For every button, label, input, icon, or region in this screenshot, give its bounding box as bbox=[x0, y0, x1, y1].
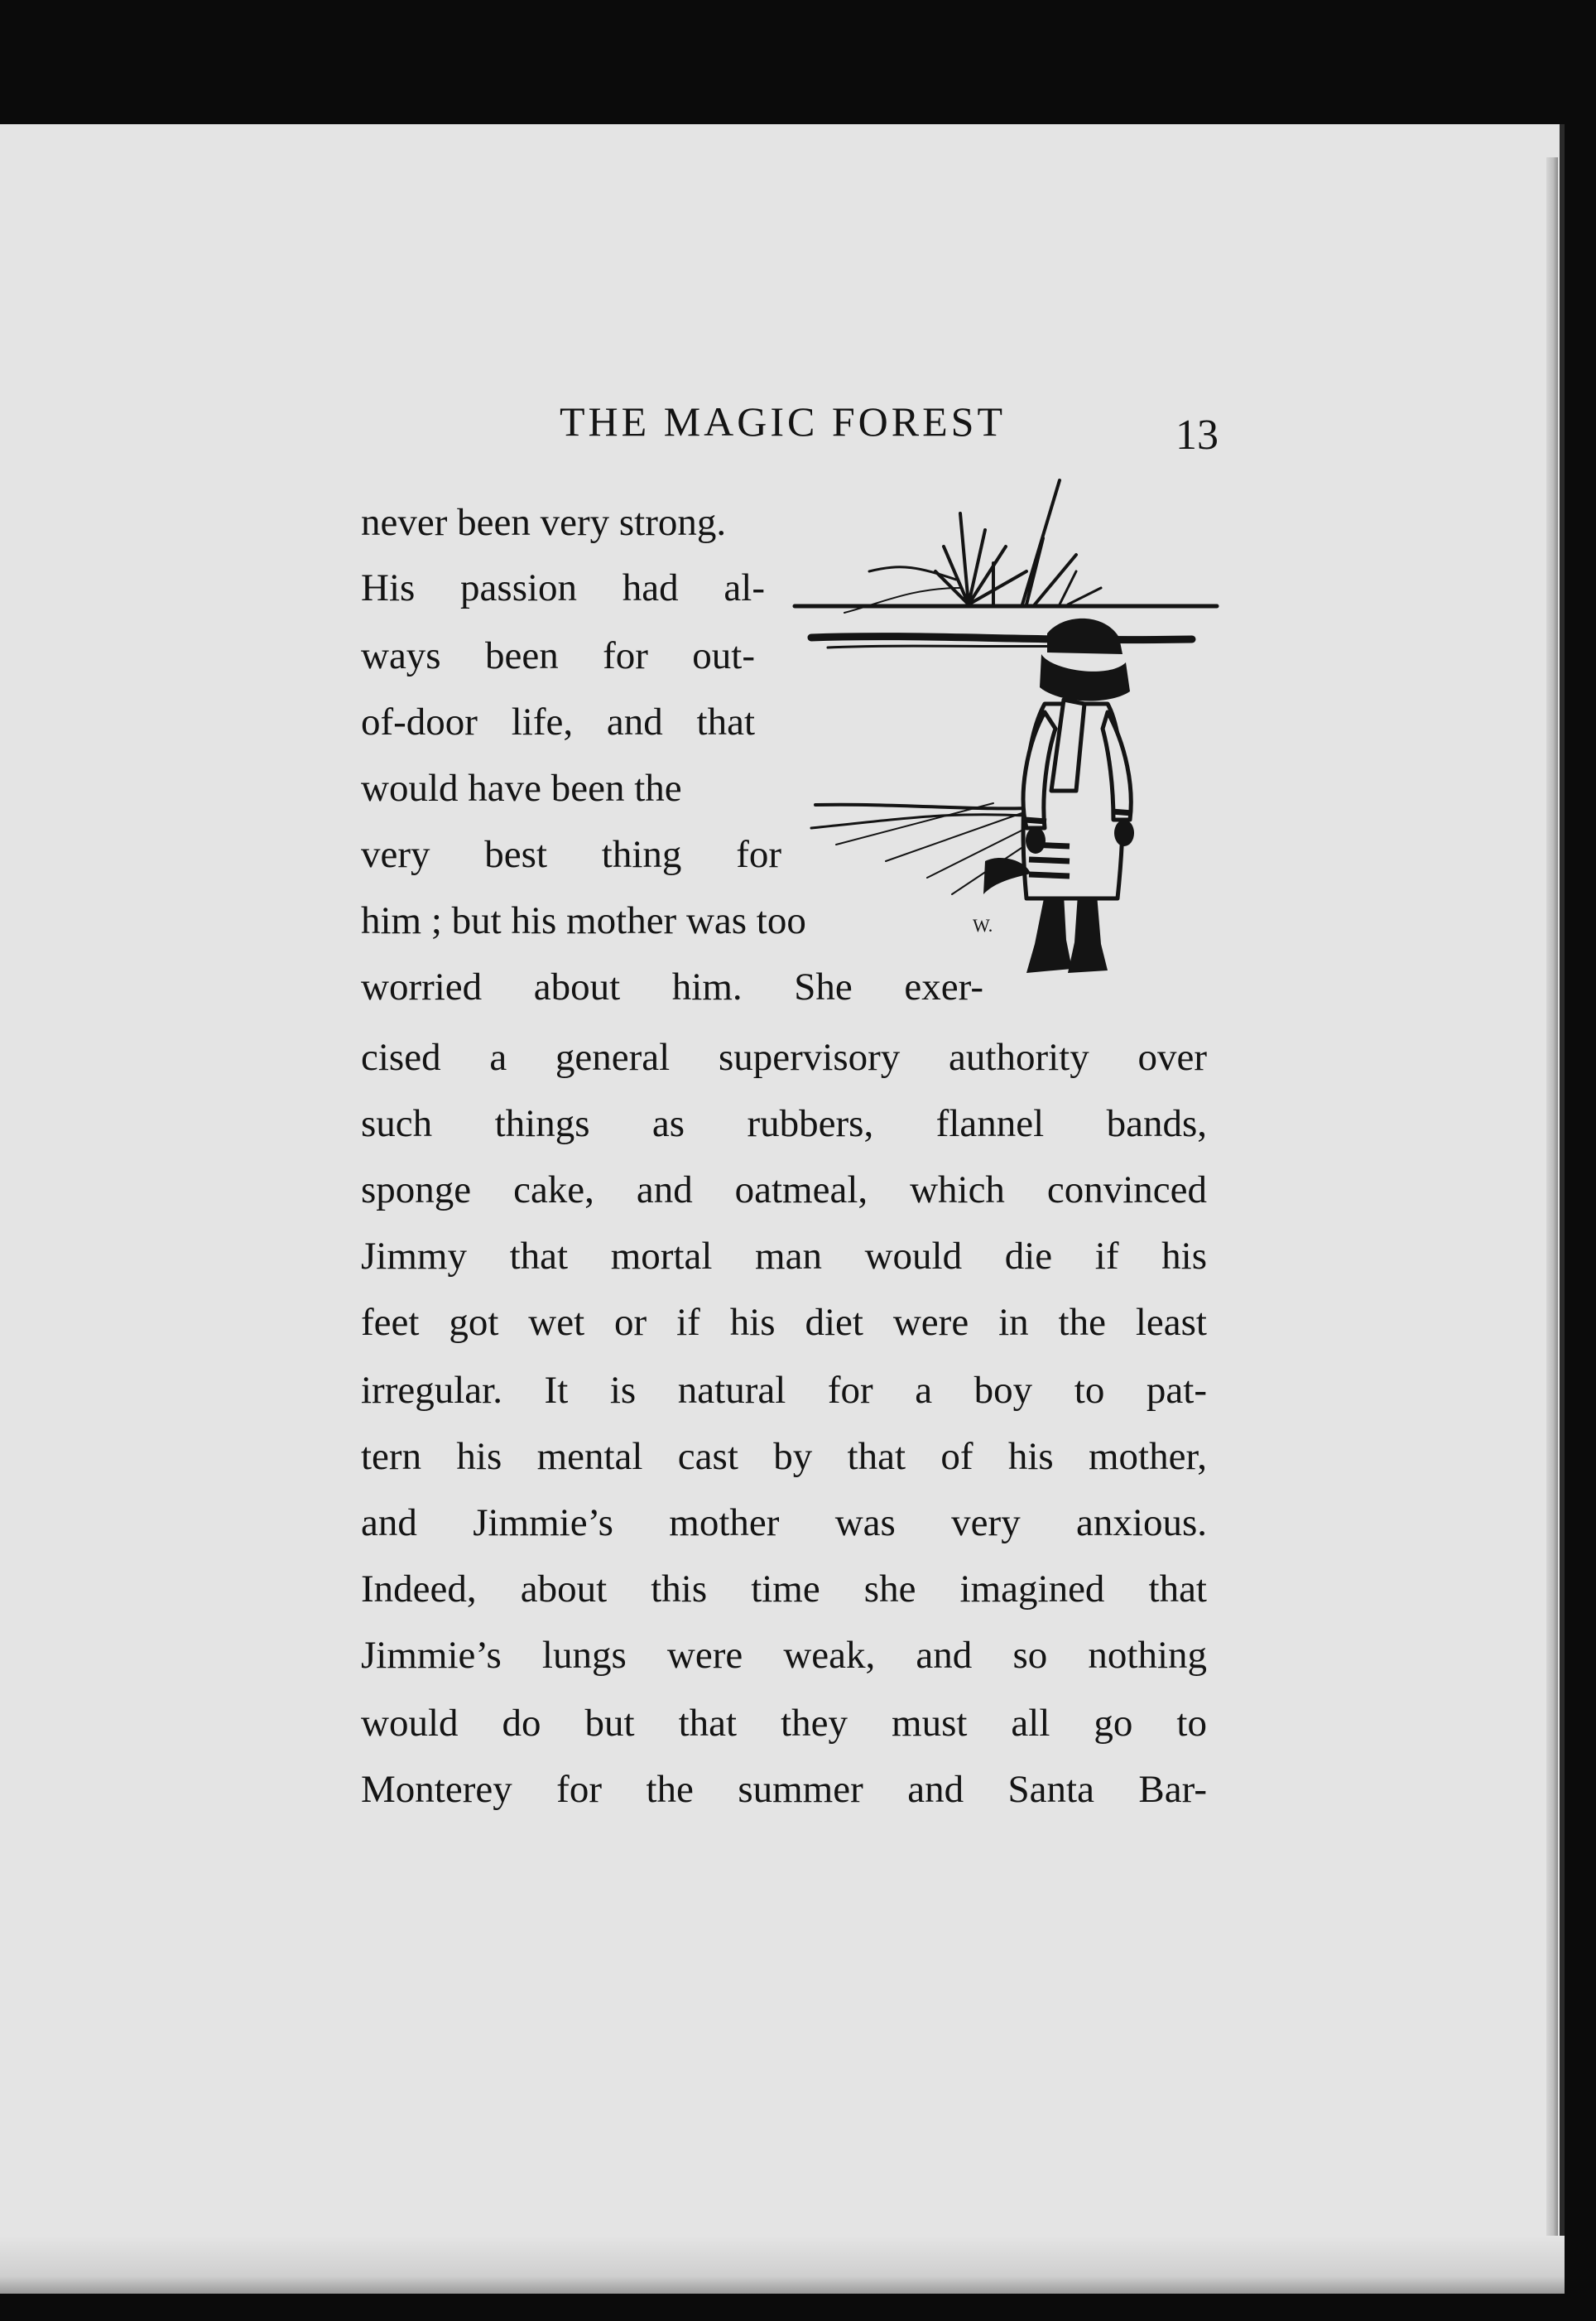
running-title: THE MAGIC FOREST bbox=[560, 398, 1007, 445]
artist-signature: W. bbox=[973, 915, 993, 936]
text-line: ways been for out- bbox=[361, 634, 755, 677]
page-edge bbox=[1546, 157, 1558, 2277]
text-line: Jimmy that mortal man would die if his bbox=[361, 1235, 1207, 1278]
text-line: Monterey for the summer and Santa Bar- bbox=[361, 1768, 1207, 1811]
page-bottom-edge bbox=[0, 2236, 1565, 2294]
text-line: worried about him. She exer- bbox=[361, 965, 983, 1009]
text-line: tern his mental cast by that of his mother, bbox=[361, 1435, 1207, 1478]
text-line: Indeed, about this time she imagined that bbox=[361, 1567, 1207, 1611]
text-line: of-door life, and that bbox=[361, 701, 755, 744]
text-line: him ; but his mother was too bbox=[361, 899, 806, 942]
text-line: Jimmie’s lungs were weak, and so nothing bbox=[361, 1634, 1207, 1677]
text-line: cised a general supervisory authority over bbox=[361, 1036, 1207, 1079]
page-number: 13 bbox=[1175, 412, 1219, 459]
text-line: His passion had al- bbox=[361, 566, 765, 609]
text-line: and Jimmie’s mother was very anxious. bbox=[361, 1501, 1207, 1544]
text-line: irregular. It is natural for a boy to pat- bbox=[361, 1369, 1207, 1412]
text-line: very best thing for bbox=[361, 833, 781, 876]
text-line: would do but that they must all go to bbox=[361, 1702, 1207, 1745]
text-line: feet got wet or if his diet were in the least bbox=[361, 1301, 1207, 1344]
text-line: sponge cake, and oatmeal, which convinced bbox=[361, 1168, 1207, 1211]
text-line: such things as rubbers, flannel bands, bbox=[361, 1102, 1207, 1145]
child-in-winter-coat-icon bbox=[778, 464, 1225, 1027]
text-line: never been very strong. bbox=[361, 501, 727, 544]
text-line: would have been the bbox=[361, 767, 682, 810]
